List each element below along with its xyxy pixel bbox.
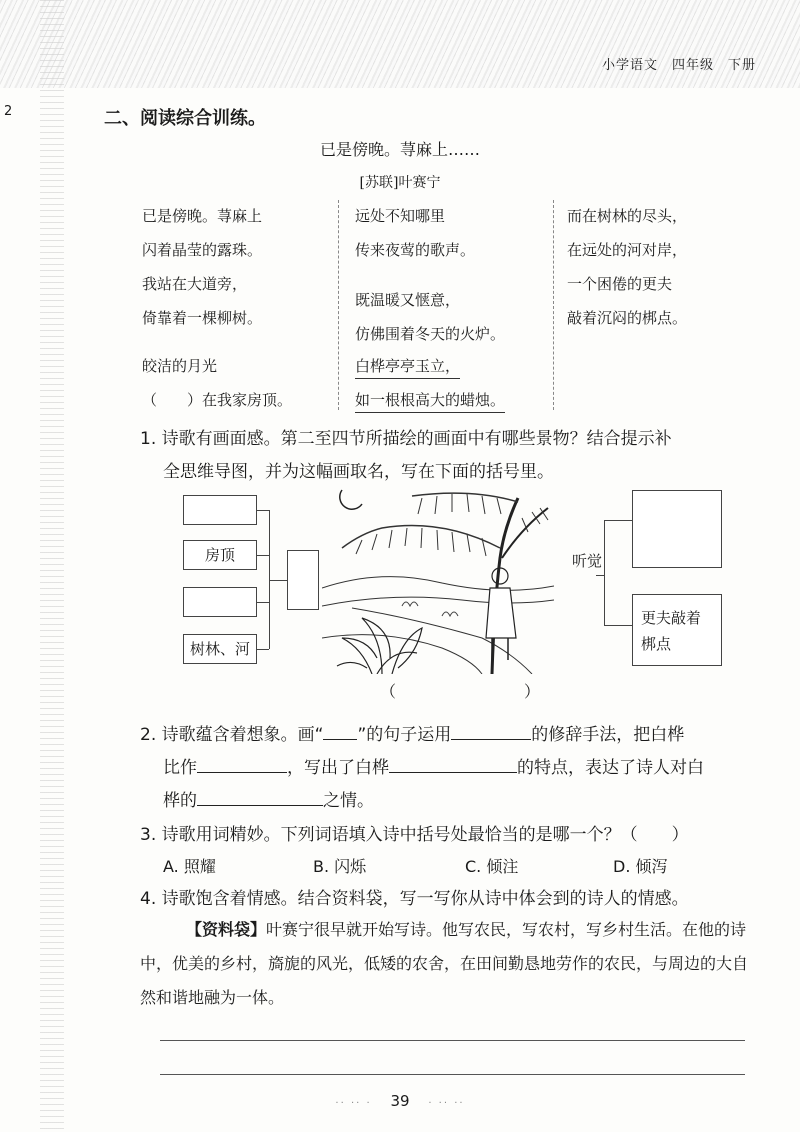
q2-line1 <box>140 720 684 745</box>
q2-text: ，写出了白桦 <box>287 758 389 778</box>
poem-line: 远处不知哪里 <box>355 207 446 225</box>
q2-line2 <box>163 753 704 778</box>
poem-line: 传来夜莺的歌声。 <box>355 241 476 259</box>
q3-option-a[interactable]: A. 照耀 <box>163 857 216 876</box>
connector <box>257 510 269 511</box>
q1-line1: 诗歌有画面感。第二至四节所描绘的画面中有哪些景物？结合提示补 <box>161 429 672 449</box>
poem-line: 倚靠着一棵柳树。 <box>142 309 263 327</box>
connector <box>596 575 604 576</box>
q1-line2: 全思维导图，并为这幅画取名，写在下面的括号里。 <box>163 462 554 482</box>
connector <box>257 602 269 603</box>
page-number: 39 <box>390 1092 410 1110</box>
connector <box>604 625 632 626</box>
q2-text: 诗歌蕴含着想象。画“ <box>161 725 324 745</box>
q3-question: 诗歌用词精妙。下列词语填入诗中括号处最恰当的是哪一个？（ ） <box>161 825 689 845</box>
q3-text <box>140 820 689 845</box>
answer-line[interactable] <box>160 1074 745 1075</box>
resource-text: 叶赛宁很早就开始写诗。他写农民，写农村，写乡村生活。在他的诗中，优美的乡村，旖旎的风光，低矮的农舍，在田间勤恳地劳作的农民，与周边的大自然和谐地融为一体。 <box>140 920 749 1007</box>
resource-label: 【资料袋】 <box>186 920 267 939</box>
connector <box>604 520 605 625</box>
section-title: 二、阅读综合训练。 <box>104 108 266 129</box>
poem-line: 仿佛围着冬天的火炉。 <box>355 325 506 343</box>
q2-text: 桦的 <box>163 791 197 811</box>
footer-dots-left: ·· ·· · <box>335 1098 372 1109</box>
column-divider <box>553 200 554 410</box>
poem-line: 而在树林的尽头， <box>567 207 688 225</box>
q2-blank-mark[interactable] <box>323 721 357 740</box>
q2-blank-compare[interactable] <box>197 754 287 773</box>
mindmap-blank-box[interactable] <box>183 495 257 525</box>
q1-text <box>140 424 672 449</box>
poem-line-blank: （ ）在我家房顶。 <box>142 391 293 409</box>
side-mark: 2 <box>4 104 13 119</box>
q2-text: 比作 <box>163 758 197 778</box>
poem-line: 闪着晶莹的露珠。 <box>142 241 263 259</box>
q2-text: 之情。 <box>323 791 374 811</box>
poem-title: 已是傍晚。荨麻上…… <box>319 140 480 159</box>
q2-blank-feature[interactable] <box>389 754 517 773</box>
connector <box>269 580 287 581</box>
resource-paragraph <box>140 913 750 1015</box>
q2-text: 的特点，表达了诗人对白 <box>517 758 704 778</box>
mindmap-box-forest-river: 树林、河 <box>183 634 257 664</box>
q2-text: 的修辞手法，把白桦 <box>531 725 685 745</box>
poem-line: 我站在大道旁， <box>142 275 248 293</box>
night-scene-illustration <box>322 488 554 674</box>
poem-author: [苏联]叶赛宁 <box>359 175 441 191</box>
poem-line: 在远处的河对岸， <box>567 241 688 259</box>
poem-line: 一个困倦的更夫 <box>567 275 673 293</box>
poem-line-underlined: 如一根根高大的蜡烛。 <box>355 389 505 413</box>
binding-edge <box>40 0 64 1132</box>
hearing-label: 听觉 <box>572 552 603 570</box>
poem-line: 敲着沉闷的梆点。 <box>567 309 688 327</box>
book-label: 小学语文 四年级 下册 <box>601 58 756 73</box>
column-divider <box>338 200 339 410</box>
connector <box>257 555 269 556</box>
poem-line-underlined: 白桦亭亭玉立， <box>355 355 460 379</box>
q2-blank-rhetoric[interactable] <box>451 721 531 740</box>
picture-title-blank[interactable]: （ ） <box>380 682 541 701</box>
mindmap-center-blank-box[interactable] <box>287 550 319 610</box>
q4-text <box>140 884 689 909</box>
q3-option-c[interactable]: C. 倾注 <box>465 857 519 876</box>
q4-number: 4. <box>140 889 157 909</box>
mindmap-box-roof: 房顶 <box>183 540 257 570</box>
q3-number: 3. <box>140 825 157 845</box>
mindmap-hearing-blank-box[interactable] <box>632 490 722 568</box>
q1-number: 1. <box>140 429 157 449</box>
q2-blank-emotion[interactable] <box>197 787 323 806</box>
connector <box>604 520 632 521</box>
q3-option-d[interactable]: D. 倾泻 <box>613 857 668 876</box>
page-footer <box>0 1092 800 1110</box>
q3-option-b[interactable]: B. 闪烁 <box>313 857 367 876</box>
poem-line: 已是傍晚。荨麻上 <box>142 207 263 225</box>
mindmap-box-watchman: 更夫敲着梆点 <box>632 594 722 666</box>
answer-line[interactable] <box>160 1040 745 1041</box>
mindmap-blank-box[interactable] <box>183 587 257 617</box>
header-texture <box>0 0 800 88</box>
moon-icon <box>340 490 362 509</box>
q4-question: 诗歌饱含着情感。结合资料袋，写一写你从诗中体会到的诗人的情感。 <box>161 889 689 909</box>
connector <box>257 649 269 650</box>
q2-number: 2. <box>140 725 157 745</box>
poem-line: 既温暖又惬意， <box>355 291 461 309</box>
footer-dots-right: · ·· ·· <box>428 1098 465 1109</box>
q2-line3 <box>163 786 374 811</box>
poem-line: 皎洁的月光 <box>142 357 218 375</box>
q2-text: ”的句子运用 <box>357 725 452 745</box>
